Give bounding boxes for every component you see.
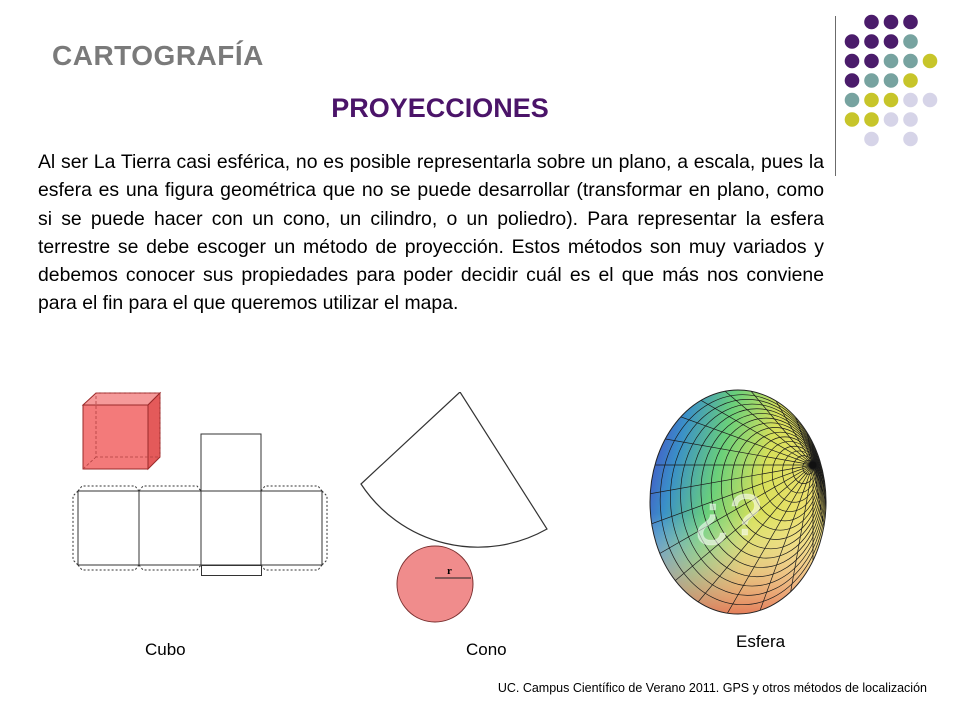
decorative-dot <box>845 54 860 69</box>
cone-caption: Cono <box>466 640 507 659</box>
decorative-dot <box>884 15 899 30</box>
cube-net-figure <box>68 385 333 575</box>
decorative-dot <box>864 73 879 88</box>
sphere-figure <box>648 380 830 624</box>
decorative-dot <box>903 132 918 147</box>
slide-title: CARTOGRAFÍA <box>52 40 264 71</box>
decorative-dot <box>923 93 938 108</box>
decorative-dot <box>884 93 899 108</box>
decorative-dot <box>884 112 899 127</box>
decorative-dot <box>884 54 899 69</box>
radius-label: r <box>447 565 452 577</box>
decorative-dot <box>903 15 918 30</box>
body-paragraph: Al ser La Tierra casi esférica, no es posible representarla sobre un plano, a escala, pues la esfera es una figura geométrica que no se puede desarrollar (transformar en plano, como si se puede hacer con un cono, un cilindro, o un poliedro). Para representar la esfera terrestre se debe escoger un método de proyección. Estos métodos son muy variados y debemos conocer sus propiedades para poder decidir cuál es el que más nos conviene para el fin para el que queremos utilizar el mapa. <box>38 151 824 315</box>
cube-caption: Cubo <box>145 640 186 659</box>
decorative-dot <box>903 34 918 49</box>
cube-3d-illustration <box>83 393 160 469</box>
decorative-dot <box>845 73 860 88</box>
decorative-dot <box>923 54 938 69</box>
sphere-caption: Esfera <box>736 632 786 651</box>
decorative-dot <box>903 54 918 69</box>
question-marks-overlay: ¿? <box>694 483 762 548</box>
decorative-dot <box>903 73 918 88</box>
cone-sector <box>361 392 547 547</box>
decorative-dot <box>903 93 918 108</box>
decorative-dot <box>903 112 918 127</box>
decorative-dot <box>864 54 879 69</box>
slide-subtitle: PROYECCIONES <box>331 93 549 123</box>
decorative-dot <box>845 34 860 49</box>
cone-base-circle <box>397 546 473 622</box>
decorative-dot <box>884 73 899 88</box>
decorative-dot <box>864 132 879 147</box>
footer-text: UC. Campus Científico de Verano 2011. GPS y otros métodos de localización <box>497 681 927 695</box>
decorative-dot <box>864 15 879 30</box>
cone-development-figure <box>355 392 555 632</box>
decorative-dot <box>884 34 899 49</box>
decorative-dot-grid <box>838 12 958 162</box>
decorative-dot <box>864 34 879 49</box>
cube-net-bottom-face <box>201 565 263 577</box>
